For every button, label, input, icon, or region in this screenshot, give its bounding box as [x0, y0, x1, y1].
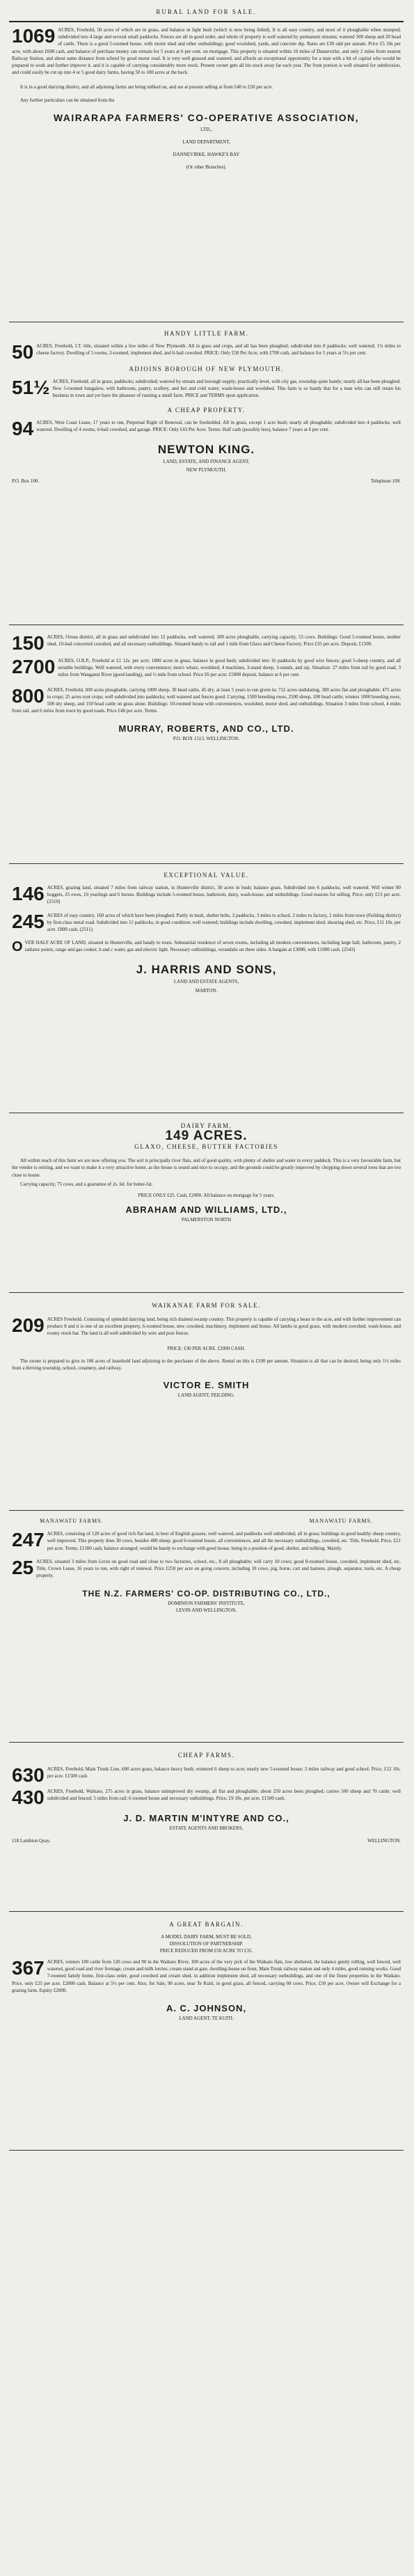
firm-town: LEVIN AND WELLINGTON. — [175, 1608, 237, 1614]
firm-sub: LAND AGENT, FEILDING. — [177, 1392, 235, 1399]
ad-text: The owner is prepared to give in 106 acres of leasehold land adjoining to the purchaser of the above. Rental on this is £100 per annum. Situation is all that can be desired, being only 1½ miles from a thriving township, school, creamery, and railway. — [12, 1358, 401, 1372]
firm-other: (Or other Branches). — [186, 164, 227, 170]
ad-wairarapa — [9, 22, 404, 322]
firm-town: NEW PLYMOUTH. — [186, 466, 227, 473]
acre-number: 2700 — [12, 656, 56, 677]
acre-number: 146 — [12, 883, 45, 904]
drop-cap: O — [12, 939, 23, 955]
section-subtitle: GLAXO, CHEESE, BUTTER FACTORIES — [134, 1143, 278, 1151]
ad-text: ACRES, Freehold, 50 acres of which are in grass, and balance in light bush (which is now being felled). It is all easy country, and most of it ploughable when stumped; subdivided into 4 large and several small paddocks. Fences are all in good order, and whole of property is well watered by permanent streams; watered 500 sheep and 20 head of cattle. There is a good 5-roomed house, with motor shed and other outbuildings; good woolshed, yards, and concrete dip. Rates are £30 odd per annum. Price £5 10s per acre, with about £600 cash, and balance of purchase money can remain for 5 years at 6 per cent. on mortgage. This property is situated within 10 miles of Dannevirke, and only 2 miles from nearest Railway Station, and about same distance from school by good motor road. It is very well grassed and watered, and affords an exceptional opportunity for a man with a bit of capital who would be prepared to work and further improve it, and it is capable of carrying considerably more stock. Present owner gets all his stock away fat each year. The front portion is well situated for subdivision, and could easily be cut up into 4 or 5 good dairy farms, having 50 to 100 acres at the back. — [12, 27, 401, 76]
firm-sub: ESTATE AGENTS AND BROKERS, — [169, 1825, 244, 1831]
ad-text: ACRES, Oroua district, all in grass and subdivided into 12 paddocks, well watered; 100 acres ploughable, carrying capacity, 53 cows. Buildings: Good 5-roomed house, mother shed, 10-bail concreted cowshed, and all necessary outbuildings. Situated handy to rail and 1 mile from Glaxo and Cheese Factory. Price £35 per acre. Deposit, £1500. — [47, 634, 401, 647]
ad-text: ACRES, West Coast Lease, 17 years to run, Perpetual Right of Renewal, can be freeholded. All in grass, except 1 acre bush; nearly all ploughable; subdivided into 4 paddocks; well watered. Dwelling of 4 rooms, 6-bail cowshed, and garage. PRICE: Only £43 Per Acre. Terms: Half cash (possibly less), balance 7 years at 6 per cent. — [36, 419, 401, 432]
ad-newton-king — [9, 322, 404, 625]
firm-name: WAIRARAPA FARMERS' CO-OPERATIVE ASSOCIATION, — [53, 111, 360, 123]
price-line: PRICE: £30 PER ACRE. £2000 CASH. — [167, 1345, 246, 1351]
firm-name: J. HARRIS AND SONS, — [136, 962, 277, 976]
firm-sub: LAND AND ESTATE AGENTS, — [173, 978, 239, 984]
ad-text: ACRES, grazing land, situated 7 miles from railway station, in Hunterville district, 30 acres in bush; balance grass. Subdivided into 6 paddocks, well watered. Will winter 80 hoggets, 25 ewes, 10 yearlings and 6 horses. Buildings include 5-roomed house, bathroom, dairy, wash-house, and outbuildings. Good reasons for selling. Price, only £13 per acre. (2510) — [47, 885, 401, 905]
bargain-line: A MODEL DAIRY FARM, MUST BE SOLD, — [161, 1934, 252, 1940]
acre-number: 209 — [12, 1314, 45, 1336]
ad-text: It is in a good dairying district, and all adjoining farms are being milked on, and are at present selling at from £40 to £50 per acre. — [20, 84, 273, 91]
ad-text: Any further particulars can be obtained from the — [20, 97, 115, 103]
ad-harris — [9, 864, 404, 1113]
firm-address: P.O. BOX 1513, WELLINGTON. — [173, 736, 240, 742]
divider — [9, 2150, 404, 2151]
firm-dept: LAND DEPARTMENT, — [182, 139, 230, 145]
ad-text: ACRES, Freehold, I.T. title, situated within a few miles of New Plymouth. All in grass and crops, and all has been ploughed; subdivided into 8 paddocks; well watered; 1¼ miles to cheese factory. Dwelling of 5 rooms, 3-roomed, implement shed, and 6-bail cowshed. PRICE: Only £50 Per Acre, with £700 cash, and balance for 5 years at 5¼ per cent. — [36, 343, 401, 356]
acre-number: 1069 — [12, 25, 56, 47]
firm-town: PALMERSTON NORTH — [181, 1217, 232, 1223]
ad-text: ACRES of easy country, 160 acres of which have been ploughed. Partly in bush, shelter belts, 3 paddocks, 3 miles to school, 2 miles to factory, 2 miles from town (Feilding district) by first-class metal road. Subdivided into 11 paddocks, in good condition; well watered; buildings include dwelling, cowshed, implement shed, shearing shed, etc. Price, £11 10s. per acre. £800 cash. (2511) — [47, 912, 401, 933]
firm-sub: DOMINION FARMERS' INSTITUTE, — [168, 1601, 245, 1607]
firm-name: THE N.Z. FARMERS' CO-OP. DISTRIBUTING CO., LTD., — [82, 1589, 331, 1599]
ad-text: ACRES, situated 3 miles from Levin on good road and close to two factories, school, etc., 8 all ploughable; will carry 10 cows; good 8-roomed house, cowshed, implement shed, etc. Title, Crown Lease, 16 years to run, with right of renewal. Price £250 per acre on going concern, including 10 cows, pig, horse, cart and harness, plough, separator, tools, etc. A cheap property. — [36, 1558, 401, 1579]
bargain-line: PRICE REDUCED FROM £50 ACRE TO £35. — [159, 1948, 253, 1954]
ad-murray-roberts — [9, 625, 404, 863]
firm-ltd: LTD., — [200, 126, 212, 132]
ad-text: All within reach of this farm we are now offering you. The soil is principally river flats, and of good quality, with plenty of shelter and water in every paddock. This is a very favourable farm, but the vendor is retiring, and we want to make it a very attractive home, as the house is sound and nice to occupy, and the grounds could be greatly improved by chopping down several trees that are too close to house. — [12, 1158, 401, 1178]
ad-text: VER HALF ACRE OF LAND, situated in Hunterville, and handy to town. Substantial residence of seven rooms, including all modern conveniences, including large hall, bathroom, pantry, 2 radiator points, range and gas cooker, h and c water, gas and electric light. Necessary outbuildings, verandahs on three sides. A bargain at £3000, with £1000 cash. (2543) — [24, 940, 401, 953]
firm-address: 118 Lambton Quay. — [12, 1838, 51, 1844]
ad-text: ACRES, Freehold, Waikato, 275 acres in grass, balance unimproved dry swamp, all flat and ploughable; about 250 acres been ploughed; carries 500 sheep and 70 cattle; well subdivided and fenced; 5 miles from rail; 6 roomed house and necessary outbuildings. Price, £9 10s. per acre. £1500 cash. — [47, 1789, 401, 1802]
ad-nz-farmers — [9, 1511, 404, 1742]
acre-number: 800 — [12, 684, 45, 707]
po-box: P.O. Box 100. — [12, 478, 40, 484]
ad-martin-mintyre — [9, 1743, 404, 1911]
firm-name: NEWTON KING. — [157, 442, 255, 456]
firm-sub: LAND AGENT, TE KUITI. — [179, 2016, 234, 2022]
acre-number: 630 — [12, 1764, 45, 1786]
newspaper-column — [9, 0, 404, 2151]
firm-name: J. D. MARTIN M'INTYRE AND CO., — [123, 1813, 289, 1823]
acre-number: 51½ — [12, 377, 50, 398]
section-title: CHEAP FARMS. — [177, 1752, 235, 1759]
acreage-heading: 149 ACRES. — [165, 1129, 248, 1143]
section-title-right: MANAWATU FARMS. — [309, 1518, 373, 1524]
section-title: DAIRY FARM, — [180, 1122, 232, 1129]
ad-text: ACRES, winters 100 cattle from 120 cows and 90 in the Waikato River, 100 acres of the very pick of the Waikato flats, low sheltered, the balance gently rolling, well fenced, well watered, good road and river frontage, cream and milk lorries; cream stand at gate, dwelling-house on front, Main Trunk railway station and only 4 miles, good running works. Good 7-roomed family home, first-class order, good cowshed and cream shed, in addition implement shed, all necessary outbuildings, and one of the finest properties in the Waikato. Price, only £25 per acre. £2000 cash. Balance at 5½ per cent. Also, for Sale, 90 acres, near Te Kuiti, in good grass, all fenced, carrying 60 cows. Price, £50 per acre. Owner will Exchange for a grazing farm. Equity £2000. — [12, 1959, 401, 1993]
acre-number: 367 — [12, 1957, 45, 1979]
ad-text: Carrying capacity, 75 cows, and a guarantee of 2s. 6d. for butter-fat. — [20, 1181, 153, 1187]
ad-text: ACRES, Freehold, Main Trunk Line, 600 acres grass, balance heavy bush; wintered 6 sheep to acre; nearly new 5-roomed house; 3 miles railway and good school. Price, £12 10s. per acre. £1500 cash. — [47, 1766, 401, 1780]
acre-number: 94 — [12, 417, 34, 439]
price-line: PRICE ONLY £25. Cash, £2000. All balance on mortgage for 5 years. — [138, 1193, 275, 1199]
ad-text: ACRES, O.R.P., Freehold at £1 12s. per acre; 1800 acres in grass, balance in good bush; subdivided into 16 paddocks by good wire fences; good 5-sheep country, and all suitable buildings. Well watered, with every convenience; men's whare, woolshed, 4 machines, 3-stand sheep, 3-stands, and sip. Situation: 27 miles from rail by good road, 3 miles from Wanganui River (good landing), and ½ mile from school. Price £6 per acre; £5000 deposit, balance at 6 per cent. — [58, 658, 401, 678]
ad-text: ACRES, Freehold, 600 acres ploughable, carrying 1000 sheep, 30 head cattle, 45 dry, at least 5 years to run given in; 712 acres undulating, 300 acres flat and ploughable; 475 acres in crops; 25 acres root crops; well subdivided into paddocks; well watered and fences good. Carrying, 1500 breeding ewes, 2500 sheep, 100 head cattle; winters 1000 breeding ewes, 500 dry sheep, and 150 head cattle on grass alone. Buildings: 10-roomed house with conveniences, woolshed, motor shed, and outbuildings. Situation 3 miles from school, 4 miles from rail, and 6 miles from town by good roads. Price £40 per acre. Terms. — [12, 686, 401, 714]
bargain-line: DISSOLUTION OF PARTNERSHIP. — [169, 1941, 244, 1947]
firm-town: DANNEVIRKE, HAWKE'S BAY — [173, 151, 240, 157]
page-title: RURAL LAND FOR SALE. — [156, 8, 257, 15]
acre-number: 245 — [12, 910, 45, 932]
section-title-left: MANAWATU FARMS. — [40, 1518, 104, 1524]
ad-victor-smith — [9, 1293, 404, 1510]
firm-sub: LAND, ESTATE, AND FINANCE AGENT, — [163, 458, 250, 464]
firm-name: ABRAHAM AND WILLIAMS, LTD., — [125, 1204, 287, 1216]
firm-name: MURRAY, ROBERTS, AND CO., LTD. — [118, 723, 294, 735]
acre-number: 247 — [12, 1529, 45, 1551]
ad-johnson — [9, 1912, 404, 2150]
ad-text: ACRES, Freehold; all in grass, paddocks; subdivided; watered by stream and borough supply; practically level, with city gas, township quite handy; nearly all has been ploughed. New 5-roomed bungalow, with bathroom, pantry, scullery, and hot and cold water; wash-house and woolshed. This farm is so handy that for a man who can still retain his business in town and yet have the pleasure of running a small farm. PRICE and TERMS upon application. — [52, 379, 401, 399]
acre-number: 25 — [12, 1556, 34, 1578]
firm-town: WELLINGTON. — [367, 1838, 401, 1844]
section-title: EXCEPTIONAL VALUE. — [164, 872, 249, 879]
firm-name: VICTOR E. SMITH — [163, 1380, 250, 1391]
acre-number: 150 — [12, 632, 45, 654]
telephone: Telephone 109. — [370, 478, 401, 484]
section-subtitle: ADJOINS BOROUGH OF NEW PLYMOUTH. — [129, 366, 284, 372]
section-title: WAIKANAE FARM FOR SALE. — [152, 1302, 261, 1309]
ad-text: ACRES Freehold. Consisting of splendid dairying land, being rich drained swamp country. This property is capable of carrying a beast to the acre, and with further improvement can produce 8 and it is one of an excellent property, 6-roomed house, new cowshed, machinery, implement and house. All lambs in good grass, with modern cowshed, wash-house, and roomy stock bar. The land is all well subdivided by wire and post fences. — [47, 1317, 401, 1337]
section-title: HANDY LITTLE FARM. — [164, 330, 249, 337]
ad-abraham-williams — [9, 1113, 404, 1292]
acre-number: 430 — [12, 1786, 45, 1808]
section-subtitle: A CHEAP PROPERTY. — [167, 406, 246, 414]
firm-name: A. C. JOHNSON, — [166, 2003, 247, 2014]
ad-text: ACRES, consisting of 120 acres of good rich flat land, in best of English grasses, well watered, and paddocks well subdivided; all in grass; buildings in good healthy sheep country, well improved. This property does 30 cows, besides 400 sheep; good 6-roomed house, all conveniences, and all the necessary outbuildings, cowshed, etc. Title, Freehold. Price, £21 per acre. Terms, £1500 cash, balance arranged; would be handy to exchange with good house, being in a position of good, shelter, and milking. Mainly. — [47, 1531, 401, 1551]
acre-number: 50 — [12, 341, 34, 363]
section-title: A GREAT BARGAIN. — [169, 1921, 244, 1928]
firm-town: MARTON. — [195, 987, 218, 994]
